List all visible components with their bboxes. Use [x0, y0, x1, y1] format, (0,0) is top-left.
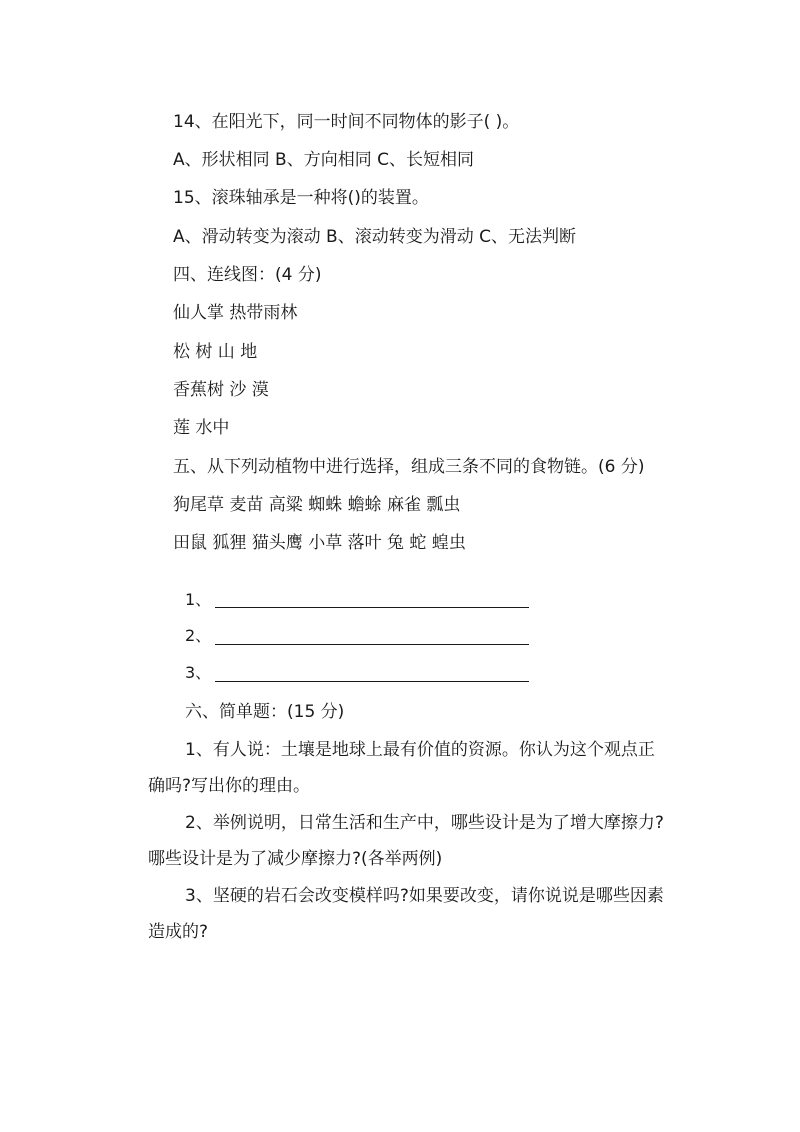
question-6-2-line-1: 2、举例说明，日常生活和生产中，哪些设计是为了增大摩擦力?: [185, 813, 664, 833]
question-15: 15、滚珠轴承是一种将()的装置。: [173, 188, 429, 208]
question-6-2-line-2: 哪些设计是为了减少摩擦力?(各举两例): [148, 849, 443, 869]
question-6-3-line-2: 造成的?: [148, 922, 209, 942]
food-chain-label-2: 2、: [185, 626, 212, 645]
food-chain-label-1: 1、: [185, 590, 212, 609]
section-6-heading: 六、简单题：(15 分): [185, 702, 345, 722]
section-4-heading: 四、连线图：(4 分): [173, 265, 322, 285]
matching-row-1: 仙人掌 热带雨林: [173, 303, 298, 323]
question-15-options: A、滑动转变为滚动 B、滚动转变为滑动 C、无法判断: [173, 227, 576, 247]
food-chain-answer-line-1[interactable]: [215, 607, 529, 608]
organism-list-row-2: 田鼠 狐狸 猫头鹰 小草 落叶 兔 蛇 蝗虫: [173, 533, 466, 553]
matching-row-4: 莲 水中: [173, 418, 230, 438]
matching-row-3: 香蕉树 沙 漠: [173, 380, 269, 400]
organism-list-row-1: 狗尾草 麦苗 高粱 蜘蛛 蟾蜍 麻雀 瓢虫: [173, 495, 461, 515]
question-6-1-line-1: 1、有人说：土壤是地球上最有价值的资源。你认为这个观点正: [185, 740, 655, 760]
food-chain-answer-line-3[interactable]: [215, 681, 529, 682]
food-chain-label-3: 3、: [185, 663, 212, 682]
section-5-heading: 五、从下列动植物中进行选择，组成三条不同的食物链。(6 分): [173, 457, 645, 477]
question-14-options: A、形状相同 B、方向相同 C、长短相同: [173, 150, 474, 170]
question-6-3-line-1: 3、坚硬的岩石会改变模样吗?如果要改变，请你说说是哪些因素: [185, 886, 664, 906]
question-14: 14、在阳光下，同一时间不同物体的影子( )。: [173, 112, 520, 132]
question-6-1-line-2: 确吗?写出你的理由。: [148, 776, 311, 796]
food-chain-answer-line-2[interactable]: [215, 644, 529, 645]
matching-row-2: 松 树 山 地: [173, 342, 258, 362]
